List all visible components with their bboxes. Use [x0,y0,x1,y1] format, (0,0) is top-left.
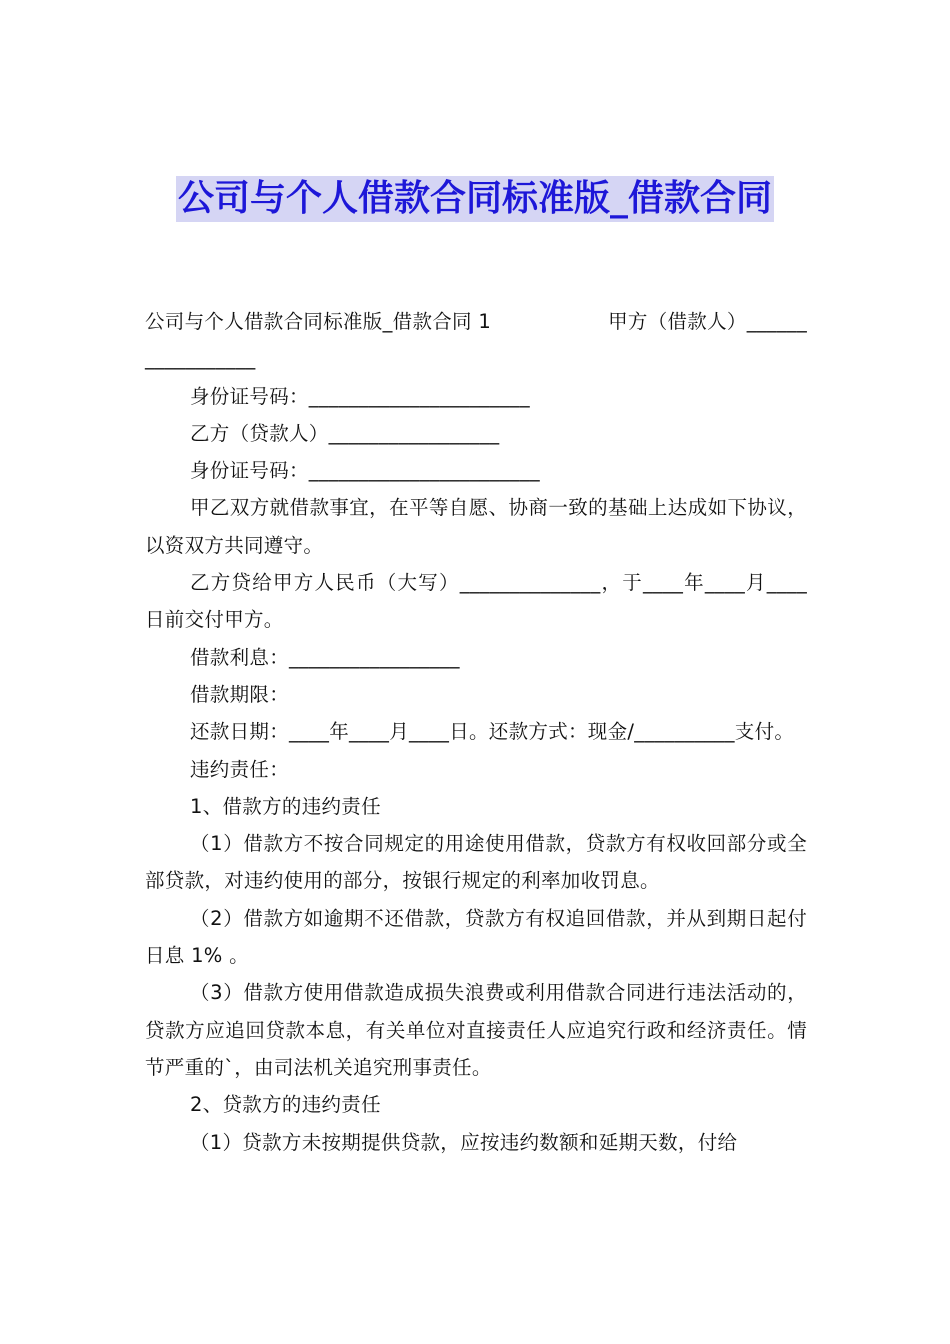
repayment-clause: 还款日期：____年____月____日。还款方式：现金/__________支付。 [190,720,795,744]
borrower-liability-3: （3）借款方使用借款造成损失浪费或利用借款合同进行违法活动的，贷款方应追回贷款本息，有关单位对直接责任人应追究行政和经济责任。情节严重的`，由司法机关追究刑事责任。 [145,981,807,1079]
agreement-preamble: 甲乙双方就借款事宜，在平等自愿、协商一致的基础上达成如下协议，以资双方共同遵守。 [145,496,807,557]
intro-continuation: ___________ [145,347,256,371]
liability-heading: 违约责任： [190,757,290,781]
title-container [0,176,950,222]
lender-liability-heading: 2、贷款方的违约责任 [190,1093,381,1117]
party-b-id: 身份证号码：_______________________ [190,459,540,483]
borrower-liability-2: （2）借款方如逾期不还借款，贷款方有权追回借款，并从到期日起付日息 1% 。 [145,906,807,968]
party-b-label: 乙方（贷款人）_________________ [190,421,500,445]
borrower-liability-1: （1）借款方不按合同规定的用途使用借款，贷款方有权收回部分或全部贷款，对违约使用的部分，按银行规定的利率加收罚息。 [145,832,807,893]
borrower-liability-heading: 1、借款方的违约责任 [190,794,381,818]
loan-interest: 借款利息：_________________ [190,645,460,669]
party-a-label: 甲方（借款人）______ [608,310,807,333]
intro-heading: 公司与个人借款合同标准版_借款合同 1 [145,310,492,333]
loan-term: 借款期限： [190,682,290,706]
document-body [145,303,807,1161]
party-a-id: 身份证号码：______________________ [190,384,530,408]
loan-amount-clause: 乙方贷给甲方人民币（大写）______________，于____年____月____日前交付甲方。 [145,571,807,632]
lender-liability-1: （1）贷款方未按期提供贷款，应按违约数额和延期天数，付给 [190,1130,738,1154]
intro-line [145,303,807,340]
document-title: 公司与个人借款合同标准版_借款合同 [176,176,774,222]
